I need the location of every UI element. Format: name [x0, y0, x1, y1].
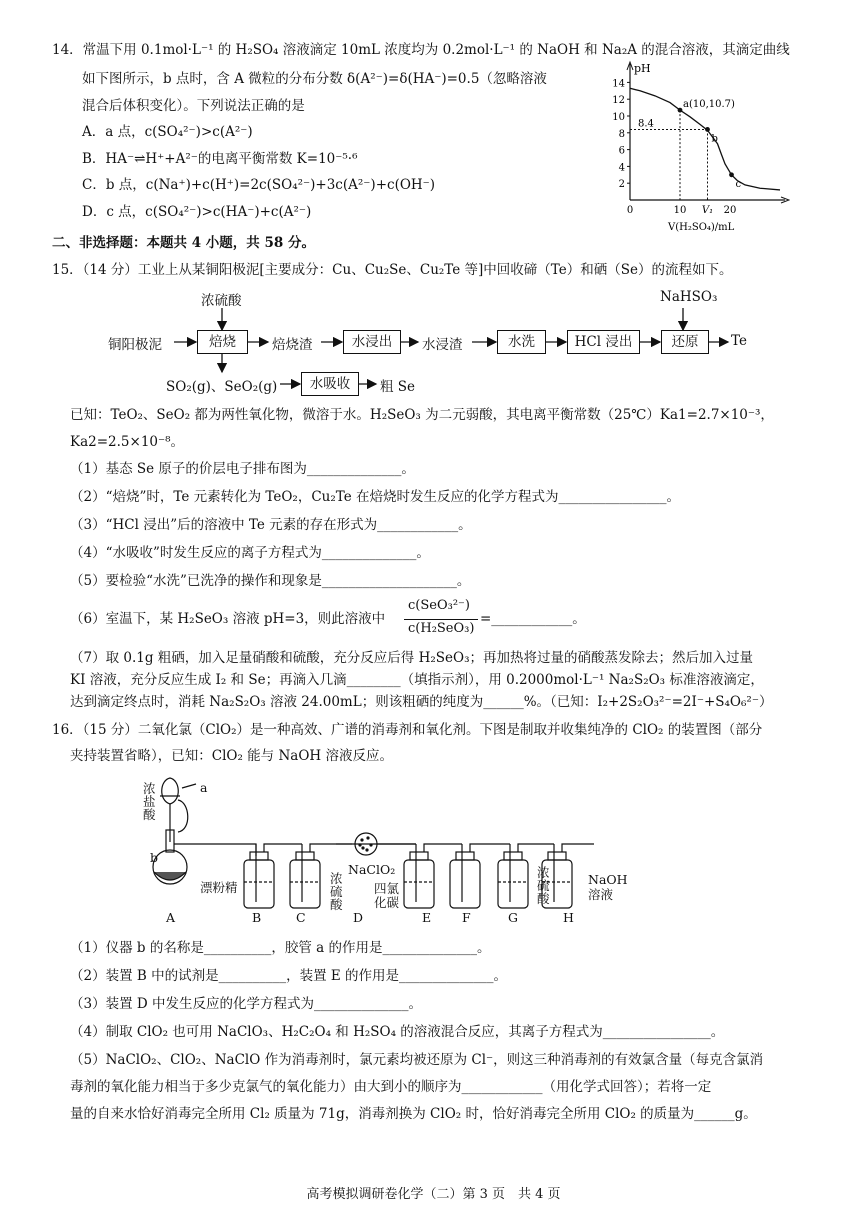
y-tick-label: 10 [612, 112, 625, 123]
y-tick-label: 8 [618, 128, 625, 140]
bottle-e [404, 860, 434, 908]
flow-reagent-nahso3: NaHSO₃ [660, 289, 718, 305]
q16-stem-line-2: 夹持装置省略），已知：ClO₂ 能与 NaOH 溶液反应。 [70, 748, 393, 764]
q16-item-4: （4）制取 ClO₂ 也可用 NaClO₃、H₂C₂O₄ 和 H₂SO₄ 的溶液混合反应，其离子方程式为________________。 [70, 1024, 725, 1040]
flow-box-roasting: 焙烧 [197, 330, 248, 354]
point-label-a: a(10,10.7) [683, 99, 735, 111]
q15-item-7-line-3: 达到滴定终点时，消耗 Na₂S₂O₃ 溶液 24.00mL；则该粗硒的纯度为______%。（已知：I₂+2S₂O₃²⁻=2I⁻+S₄O₆²⁻） [70, 694, 773, 710]
bottle-f [450, 860, 480, 908]
label-bleaching-powder: 漂粉精 [200, 880, 238, 895]
apparatus-letter-f: F [462, 910, 471, 925]
q15-item-6-suffix: =____________。 [480, 611, 586, 627]
bottle-g [498, 860, 528, 908]
q15-known-line-2: Ka2=2.5×10⁻⁸。 [70, 434, 185, 450]
q15-known-line-1: 已知：TeO₂、SeO₂ 都为两性氧化物，微溶于水。H₂SeO₃ 为二元弱酸，其电离平衡常数（25℃）Ka1=2.7×10⁻³， [70, 407, 774, 423]
label-b-flask: b [150, 850, 159, 865]
x-tick-label: 10 [673, 205, 687, 216]
apparatus-letter-e: E [422, 910, 432, 925]
y-tick-label: 4 [618, 162, 625, 174]
label-conc-h2so4-c: 浓 硫 酸 [330, 871, 343, 912]
q14-stem-line-2: 如下图所示，b 点时，含 A 微粒的分布分数 δ(A²⁻)=δ(HA⁻)=0.5（忽略溶液 [82, 71, 547, 87]
fraction-bar [404, 619, 478, 620]
flow-box-water-wash: 水洗 [497, 330, 546, 354]
y-tick-label: 2 [618, 179, 625, 191]
apparatus-letter-c: C [296, 910, 306, 925]
point-label-c: c [735, 178, 742, 190]
bottle-c [290, 860, 320, 908]
q15-item-3: （3）“HCl 浸出”后的溶液中 Te 元素的存在形式为____________。 [70, 517, 472, 533]
apparatus-letter-h: H [563, 910, 574, 925]
label-naoh-solution: NaOH 溶液 [588, 872, 628, 902]
q16-item-5-line-1: （5）NaClO₂、ClO₂、NaClO 作为消毒剂时，氯元素均被还原为 Cl⁻，则这三种消毒剂的有效氯含量（每克含氯消 [70, 1052, 764, 1068]
bottle-f [470, 844, 510, 852]
q16-item-1: （1）仪器 b 的名称是__________，胶管 a 的作用是______________。 [70, 940, 491, 956]
bottle-b [264, 844, 302, 852]
point-b [705, 127, 710, 132]
point-c [729, 172, 734, 177]
q16-item-5-line-2: 毒剂的氧化能力相当于多少克氯气的氧化能力）由大到小的顺序为____________（用化学式回答）；若将一定 [70, 1079, 712, 1095]
flow-box-hcl-leach: HCl 浸出 [567, 330, 640, 354]
label-a-rubber-tube: a [200, 780, 208, 795]
bottle-b [250, 852, 268, 860]
bottle-e [410, 852, 428, 860]
flow-gas-products: SO₂(g)、SeO₂(g) [166, 379, 278, 395]
bottle-h [548, 852, 566, 860]
section-2-heading: 二、非选择题：本题共 4 小题，共 58 分。 [52, 235, 315, 251]
q14-option-d: D．c 点，c(SO₄²⁻)>c(HA⁻)+c(A²⁻) [82, 204, 312, 220]
q15-item-4: （4）“水吸收”时发生反应的离子方程式为______________。 [70, 545, 430, 561]
bottle-g [504, 852, 522, 860]
flow-box-water-leach: 水浸出 [343, 330, 401, 354]
q15-item-5: （5）要检验“水洗”已洗净的操作和现象是____________________。 [70, 573, 471, 589]
bottle-g [518, 844, 554, 852]
y-axis-label: pH [634, 62, 651, 75]
q16-item-3: （3）装置 D 中发生反应的化学方程式为______________。 [70, 996, 422, 1012]
q15-item-6-denominator: c(H₂SeO₃) [408, 621, 475, 636]
q15-item-2: （2）“焙烧”时，Te 元素转化为 TeO₂，Cu₂Te 在焙烧时发生反应的化学方程式为________________。 [70, 489, 681, 505]
label-conc-h2so4-g: 浓 硫 酸 [537, 865, 550, 906]
q14-option-c: C．b 点，c(Na⁺)+c(H⁺)=2c(SO₄²⁻)+3c(A²⁻)+c(OH⁻) [82, 177, 436, 193]
y-tick-label: 12 [612, 95, 625, 107]
apparatus-letter-g: G [508, 910, 518, 925]
y-tick-label: 6 [618, 145, 625, 157]
titration-curve-chart [600, 60, 790, 235]
q16-stem-line-1: 16．（15 分）二氧化氯（ClO₂）是一种高效、广谱的消毒剂和氧化剂。下图是制取并收集纯净的 ClO₂ 的装置图（部分 [52, 722, 763, 738]
flow-leach-residue: 水浸渣 [422, 337, 463, 353]
q14-stem-line-3: 混合后体积变化）。下列说法正确的是 [82, 98, 305, 114]
bottle-h [562, 844, 594, 852]
bottle-f [456, 852, 474, 860]
label-ccl4: 四氯 化碳 [374, 881, 400, 910]
q15-stem: 15．（14 分）工业上从某铜阳极泥[主要成分：Cu、Cu₂Se、Cu₂Te 等]中回收碲（Te）和硒（Se）的流程如下。 [52, 262, 733, 278]
apparatus-letter-d: D [353, 910, 364, 925]
flow-start-label: 铜阳极泥 [108, 337, 162, 353]
annotation-8-4: 8.4 [638, 118, 654, 130]
q14-option-b: B．HA⁻⇌H⁺+A²⁻的电离平衡常数 K=10⁻⁵·⁶ [82, 151, 358, 167]
q16-item-5-line-3: 量的自来水恰好消毒完全所用 Cl₂ 质量为 71g，消毒剂换为 ClO₂ 时，恰好消毒完全所用 ClO₂ 的质量为______g。 [70, 1106, 757, 1122]
flow-product-crude-se: 粗 Se [380, 379, 416, 395]
flow-box-water-absorb: 水吸收 [301, 372, 359, 396]
flow-box-reduction: 还原 [661, 330, 709, 354]
point-label-b: b [711, 133, 718, 145]
q14-option-a: A．a 点，c(SO₄²⁻)>c(A²⁻) [82, 124, 253, 140]
page-footer: 高考模拟调研卷化学（二）第 3 页 共 4 页 [306, 1187, 561, 1202]
q15-item-1: （1）基态 Se 原子的价层电子排布图为______________。 [70, 461, 415, 477]
flow-reagent-h2so4: 浓硫酸 [201, 293, 242, 309]
y-tick-label: 14 [612, 78, 625, 90]
bottle-b [244, 860, 274, 908]
apparatus-letter-b: B [252, 910, 262, 925]
q14-stem-line-1: 14．常温下用 0.1mol·L⁻¹ 的 H₂SO₄ 溶液滴定 10mL 浓度均为 0.2mol·L⁻¹ 的 NaOH 和 Na₂A 的混合溶液，其滴定曲线 [52, 42, 790, 58]
x-tick-label: 20 [723, 205, 737, 216]
label-naclo2: NaClO₂ [348, 862, 396, 877]
q15-item-6-prefix: （6）室温下，某 H₂SeO₃ 溶液 pH=3，则此溶液中 [70, 611, 386, 627]
q15-item-6-numerator: c(SeO₃²⁻) [408, 598, 470, 613]
x-tick-label: V₁ [701, 205, 714, 216]
flow-roasting-residue: 焙烧渣 [272, 337, 313, 353]
x-axis-label: V(H₂SO₄)/mL [668, 222, 735, 233]
q15-item-7-line-2: KI 溶液，充分反应生成 I₂ 和 Se；再滴入几滴________（填指示剂），用 0.2000mol·L⁻¹ Na₂S₂O₃ 标准溶液滴定， [70, 672, 764, 688]
bottle-e [424, 844, 462, 852]
label-conc-hcl: 浓 盐 酸 [143, 781, 156, 822]
flow-product-te: Te [731, 333, 747, 349]
q16-item-2: （2）装置 B 中的试剂是__________，装置 E 的作用是______________。 [70, 968, 508, 984]
x-tick-label: 0 [626, 205, 634, 216]
q15-item-7-line-1: （7）取 0.1g 粗硒，加入足量硝酸和硫酸，充分反应后得 H₂SeO₃；再加热将过量的硝酸蒸发除去；然后加入过量 [70, 650, 753, 666]
bottle-c [296, 852, 314, 860]
apparatus-letter-a: A [166, 910, 176, 925]
point-a [678, 108, 683, 113]
